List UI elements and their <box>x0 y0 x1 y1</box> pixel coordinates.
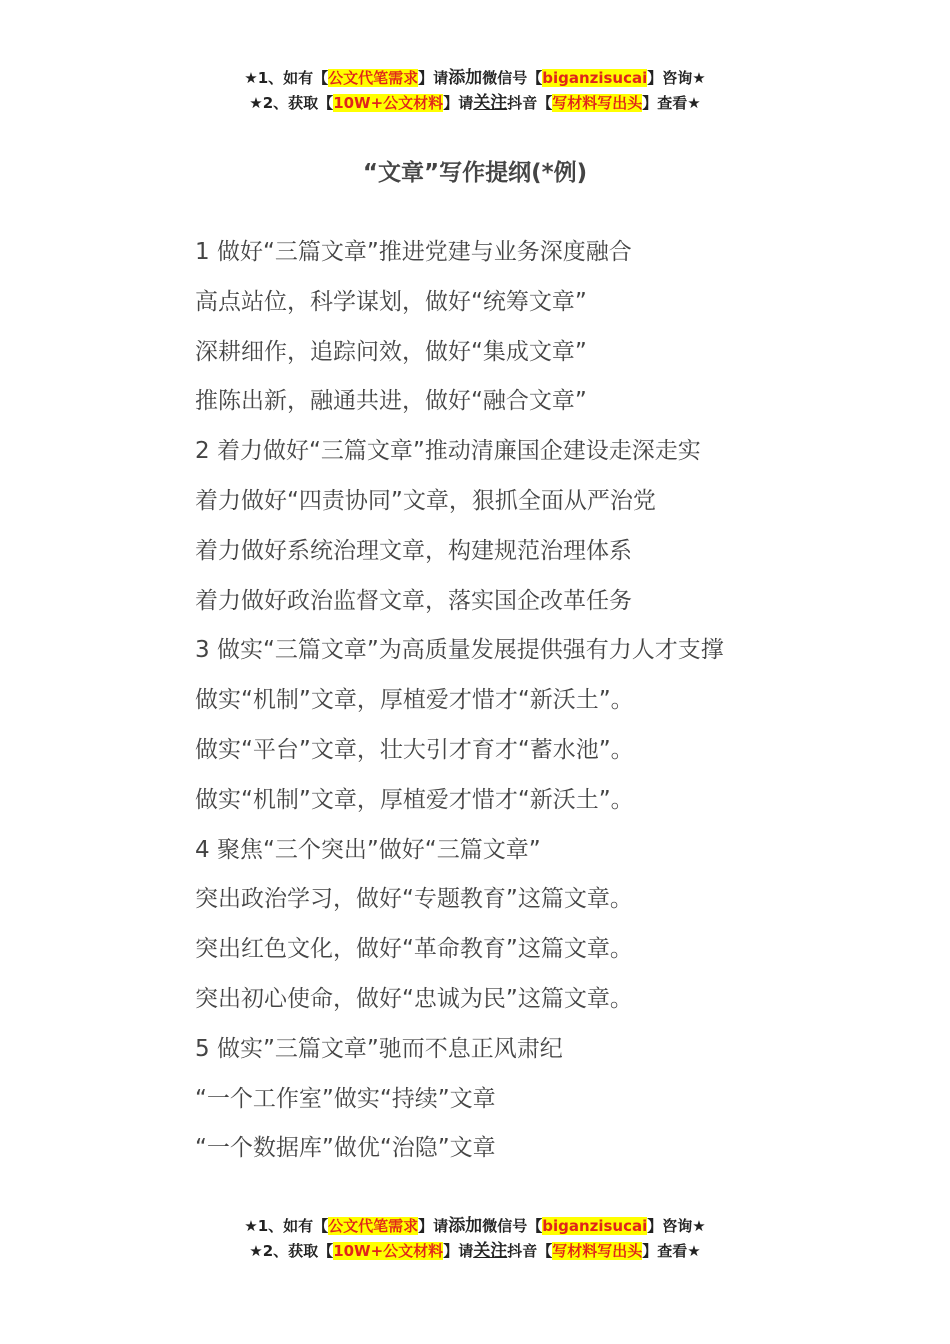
outline-line: “一个工作室”做实“持续”文章 <box>195 1085 496 1112</box>
promo-text: 】请 <box>418 1217 449 1235</box>
promo-highlight: 公文代笔需求 <box>328 1217 419 1235</box>
outline-line: 突出初心使命，做好“忠诚为民”这篇文章。 <box>195 985 633 1012</box>
outline-line: 推陈出新，融通共进，做好“融合文章” <box>195 388 587 415</box>
promo-emphasis: 添加 <box>448 68 483 88</box>
outline-line: 3 做实“三篇文章”为高质量发展提供强有力人才支撑 <box>195 637 724 664</box>
promo-text: 微信号【 <box>482 1217 543 1235</box>
outline-line: 做实“机制”文章，厚植爱才惜才“新沃土”。 <box>195 687 634 714</box>
outline-line: 着力做好系统治理文章，构建规范治理体系 <box>195 537 632 564</box>
promo-text: 】请 <box>443 1242 474 1260</box>
outline-line: 高点站位，科学谋划，做好“统筹文章” <box>195 288 587 315</box>
outline-line: 深耕细作，追踪问效，做好“集成文章” <box>195 338 587 365</box>
promo-line-2 <box>0 1239 950 1264</box>
header-promo-banner <box>0 66 950 116</box>
promo-highlight: 10W+公文材料 <box>333 94 444 112</box>
outline-line: 着力做好政治监督文章，落实国企改革任务 <box>195 587 632 614</box>
promo-highlight: 10W+公文材料 <box>333 1242 444 1260</box>
promo-text: 】查看★ <box>642 94 701 112</box>
outline-line: “一个数据库”做优“治隐”文章 <box>195 1135 496 1162</box>
promo-highlight: biganzisucai <box>542 1217 648 1235</box>
promo-text: ★1、如有【 <box>244 69 329 87</box>
promo-line-1 <box>0 1214 950 1239</box>
promo-text: 】查看★ <box>642 1242 701 1260</box>
promo-text: 】请 <box>418 69 449 87</box>
promo-highlight: 写材料写出头 <box>552 94 643 112</box>
promo-text: ★2、获取【 <box>249 1242 334 1260</box>
promo-text: 抖音【 <box>507 94 553 112</box>
promo-text: 】咨询★ <box>647 1217 706 1235</box>
outline-line: 1 做好“三篇文章”推进党建与业务深度融合 <box>195 239 632 265</box>
promo-emphasis: 添加 <box>448 1216 483 1236</box>
outline-line: 突出政治学习，做好“专题教育”这篇文章。 <box>195 886 633 913</box>
promo-text: 】咨询★ <box>647 69 706 87</box>
promo-emphasis: 关注 <box>473 1241 508 1261</box>
promo-line-2 <box>0 91 950 116</box>
outline-line: 2 着力做好“三篇文章”推动清廉国企建设走深走实 <box>195 438 701 465</box>
outline-line: 做实“平台”文章，壮大引才育才“蓄水池”。 <box>195 736 634 763</box>
promo-text: 】请 <box>443 94 474 112</box>
document-title: “文章”写作提纲(*例) <box>362 160 588 186</box>
document-body <box>195 230 915 1176</box>
promo-text: ★1、如有【 <box>244 1217 329 1235</box>
promo-line-1 <box>0 66 950 91</box>
promo-text: 微信号【 <box>482 69 543 87</box>
outline-line: 5 做实”三篇文章”驰而不息正风肃纪 <box>195 1035 563 1062</box>
promo-highlight: 公文代笔需求 <box>328 69 419 87</box>
outline-line: 突出红色文化，做好“革命教育”这篇文章。 <box>195 936 633 963</box>
promo-text: ★2、获取【 <box>249 94 334 112</box>
promo-highlight: 写材料写出头 <box>552 1242 643 1260</box>
outline-line: 做实“机制”文章，厚植爱才惜才“新沃土”。 <box>195 786 634 813</box>
outline-line: 4 聚焦“三个突出”做好“三篇文章” <box>195 836 541 863</box>
outline-line: 着力做好“四责协同”文章，狠抓全面从严治党 <box>195 487 656 514</box>
promo-emphasis: 关注 <box>473 93 508 113</box>
promo-text: 抖音【 <box>507 1242 553 1260</box>
footer-promo-banner <box>0 1214 950 1264</box>
promo-highlight: biganzisucai <box>542 69 648 87</box>
